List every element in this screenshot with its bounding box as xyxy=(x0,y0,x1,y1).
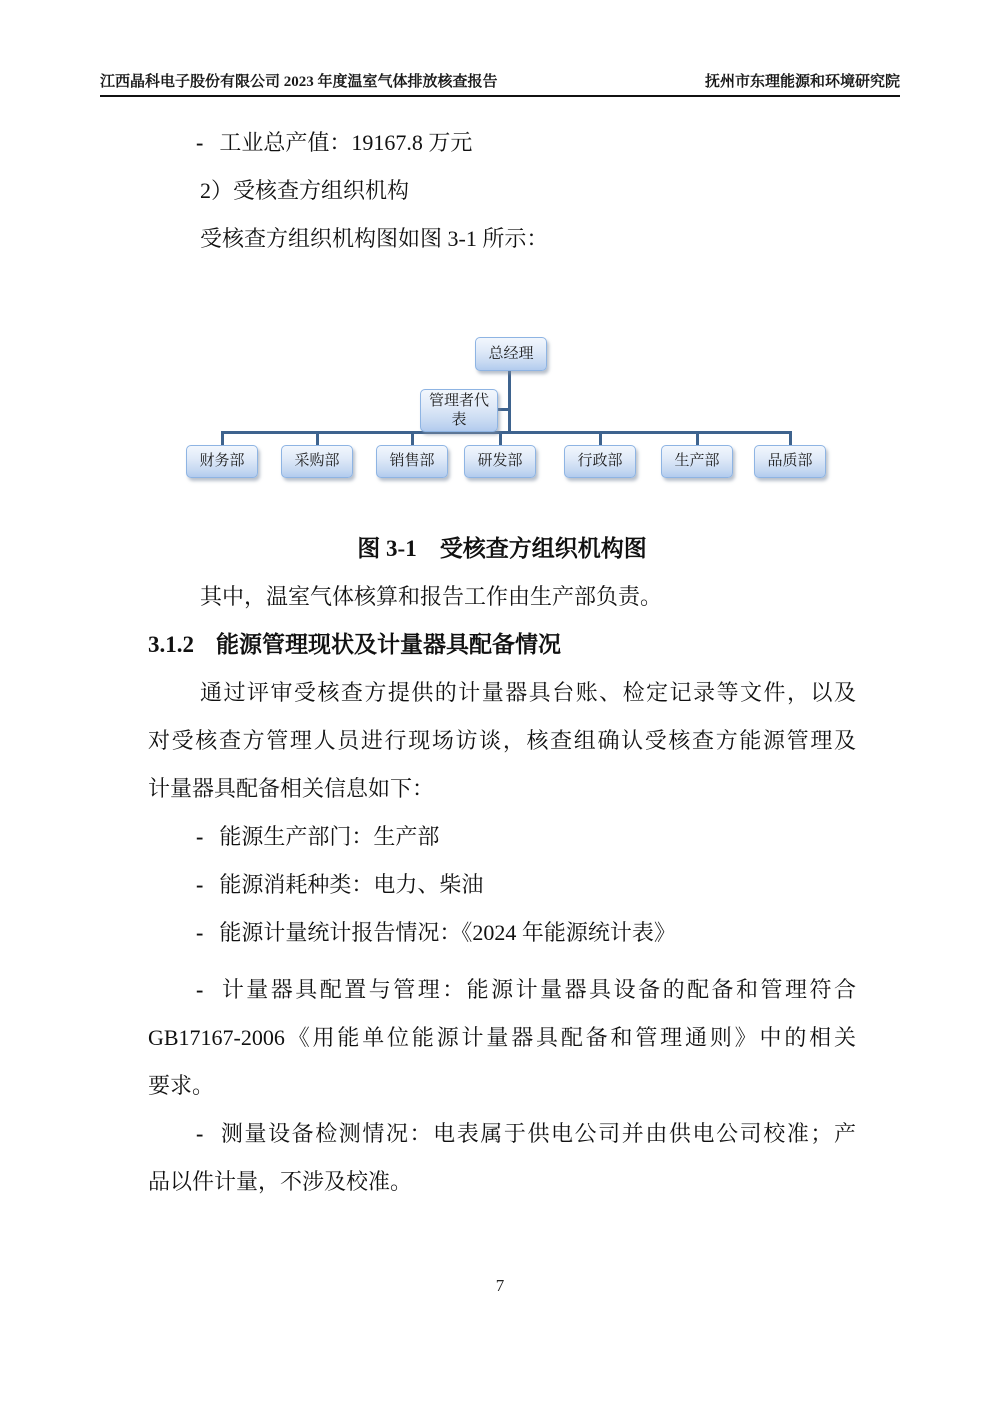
figure-intro-line: 受核查方组织机构图如图 3-1 所示： xyxy=(200,226,549,251)
bullet-industrial-text: 工业总产值：19167.8 万元 xyxy=(219,130,473,155)
bullet-measurement-line-1 xyxy=(148,1110,856,1158)
header-institute-name: 抚州市东理能源和环境研究院 xyxy=(704,74,900,90)
body-section xyxy=(148,573,856,1206)
org-line-stub-quality xyxy=(789,432,792,446)
item2-heading: 2）受核查方组织机构 xyxy=(200,178,410,203)
figure-caption: 图 3-1 受核查方组织机构图 xyxy=(357,536,647,561)
paragraph-line-3: 计量器具配备相关信息如下： xyxy=(148,776,435,801)
org-line-stub-purchasing xyxy=(316,432,319,446)
page-header xyxy=(100,70,900,91)
section-3-1-2-heading xyxy=(148,621,856,669)
org-box-admin-dept: 行政部 xyxy=(564,445,636,478)
header-divider xyxy=(100,95,900,97)
org-box-general-manager: 总经理 xyxy=(475,337,547,371)
org-box-finance-dept: 财务部 xyxy=(186,445,258,478)
bullet-energy-report xyxy=(148,909,856,957)
bullet-dash: - xyxy=(196,977,204,1002)
paragraph-line-1: 通过评审受核查方提供的计量器具台账、检定记录等文件，以及 xyxy=(200,680,856,705)
section-number: 3.1.2 xyxy=(148,632,194,657)
intro-section xyxy=(148,119,856,263)
org-line-stub-finance xyxy=(221,432,224,446)
metering-line-2: GB17167-2006《用能单位能源计量器具配备和管理通则》中的相关 xyxy=(148,1025,856,1050)
org-line-stub-admin xyxy=(599,432,602,446)
org-line-manager-stub xyxy=(498,408,510,411)
org-box-quality-dept: 品质部 xyxy=(754,445,826,478)
bullet-industrial-output xyxy=(148,119,856,167)
bullet-measurement-text: 测量设备检测情况：电表属于供电公司并由供电公司校准；产 xyxy=(219,1121,856,1146)
header-report-title: 江西晶科电子股份有限公司 2023 年度温室气体排放核查报告 xyxy=(100,74,498,90)
bullet-dash: - xyxy=(196,920,204,945)
org-line-stub-sales xyxy=(411,432,414,446)
bullet-metering-line-1 xyxy=(148,966,856,1014)
bullet-energy-report-text: 能源计量统计报告情况：《2024 年能源统计表》 xyxy=(219,920,676,945)
bullet-metering-text: 计量器具配置与管理：能源计量器具设备的配备和管理符合 xyxy=(219,977,856,1002)
org-box-sales-dept: 销售部 xyxy=(376,445,448,478)
org-box-rnd-dept: 研发部 xyxy=(464,445,536,478)
bullet-energy-types-text: 能源消耗种类：电力、柴油 xyxy=(219,872,484,897)
bullet-energy-dept-text: 能源生产部门：生产部 xyxy=(219,824,440,849)
bullet-dash: - xyxy=(196,130,204,155)
bullet-energy-types xyxy=(148,861,856,909)
bullet-dash: - xyxy=(196,1121,204,1146)
org-line-horizontal-bus xyxy=(221,431,792,434)
org-box-purchasing-dept: 采购部 xyxy=(281,445,353,478)
org-line-vertical-top xyxy=(508,371,511,432)
metering-line-3: 要求。 xyxy=(148,1073,215,1098)
bullet-dash: - xyxy=(196,824,204,849)
org-box-production-dept: 生产部 xyxy=(661,445,733,478)
org-chart-figure xyxy=(148,263,856,525)
org-line-stub-rnd xyxy=(499,432,502,446)
bullet-energy-dept xyxy=(148,813,856,861)
page-number: 7 xyxy=(495,1276,505,1295)
after-figure-line: 其中，温室气体核算和报告工作由生产部负责。 xyxy=(200,584,663,609)
section-title: 能源管理现状及计量器具配备情况 xyxy=(216,632,561,657)
org-line-stub-production xyxy=(696,432,699,446)
bullet-dash: - xyxy=(196,872,204,897)
paragraph-line-2: 对受核查方管理人员进行现场访谈，核查组确认受核查方能源管理及 xyxy=(148,728,856,753)
measurement-line-2: 品以件计量，不涉及校准。 xyxy=(148,1169,413,1194)
org-box-manager-representative: 管理者代表 xyxy=(420,389,498,432)
